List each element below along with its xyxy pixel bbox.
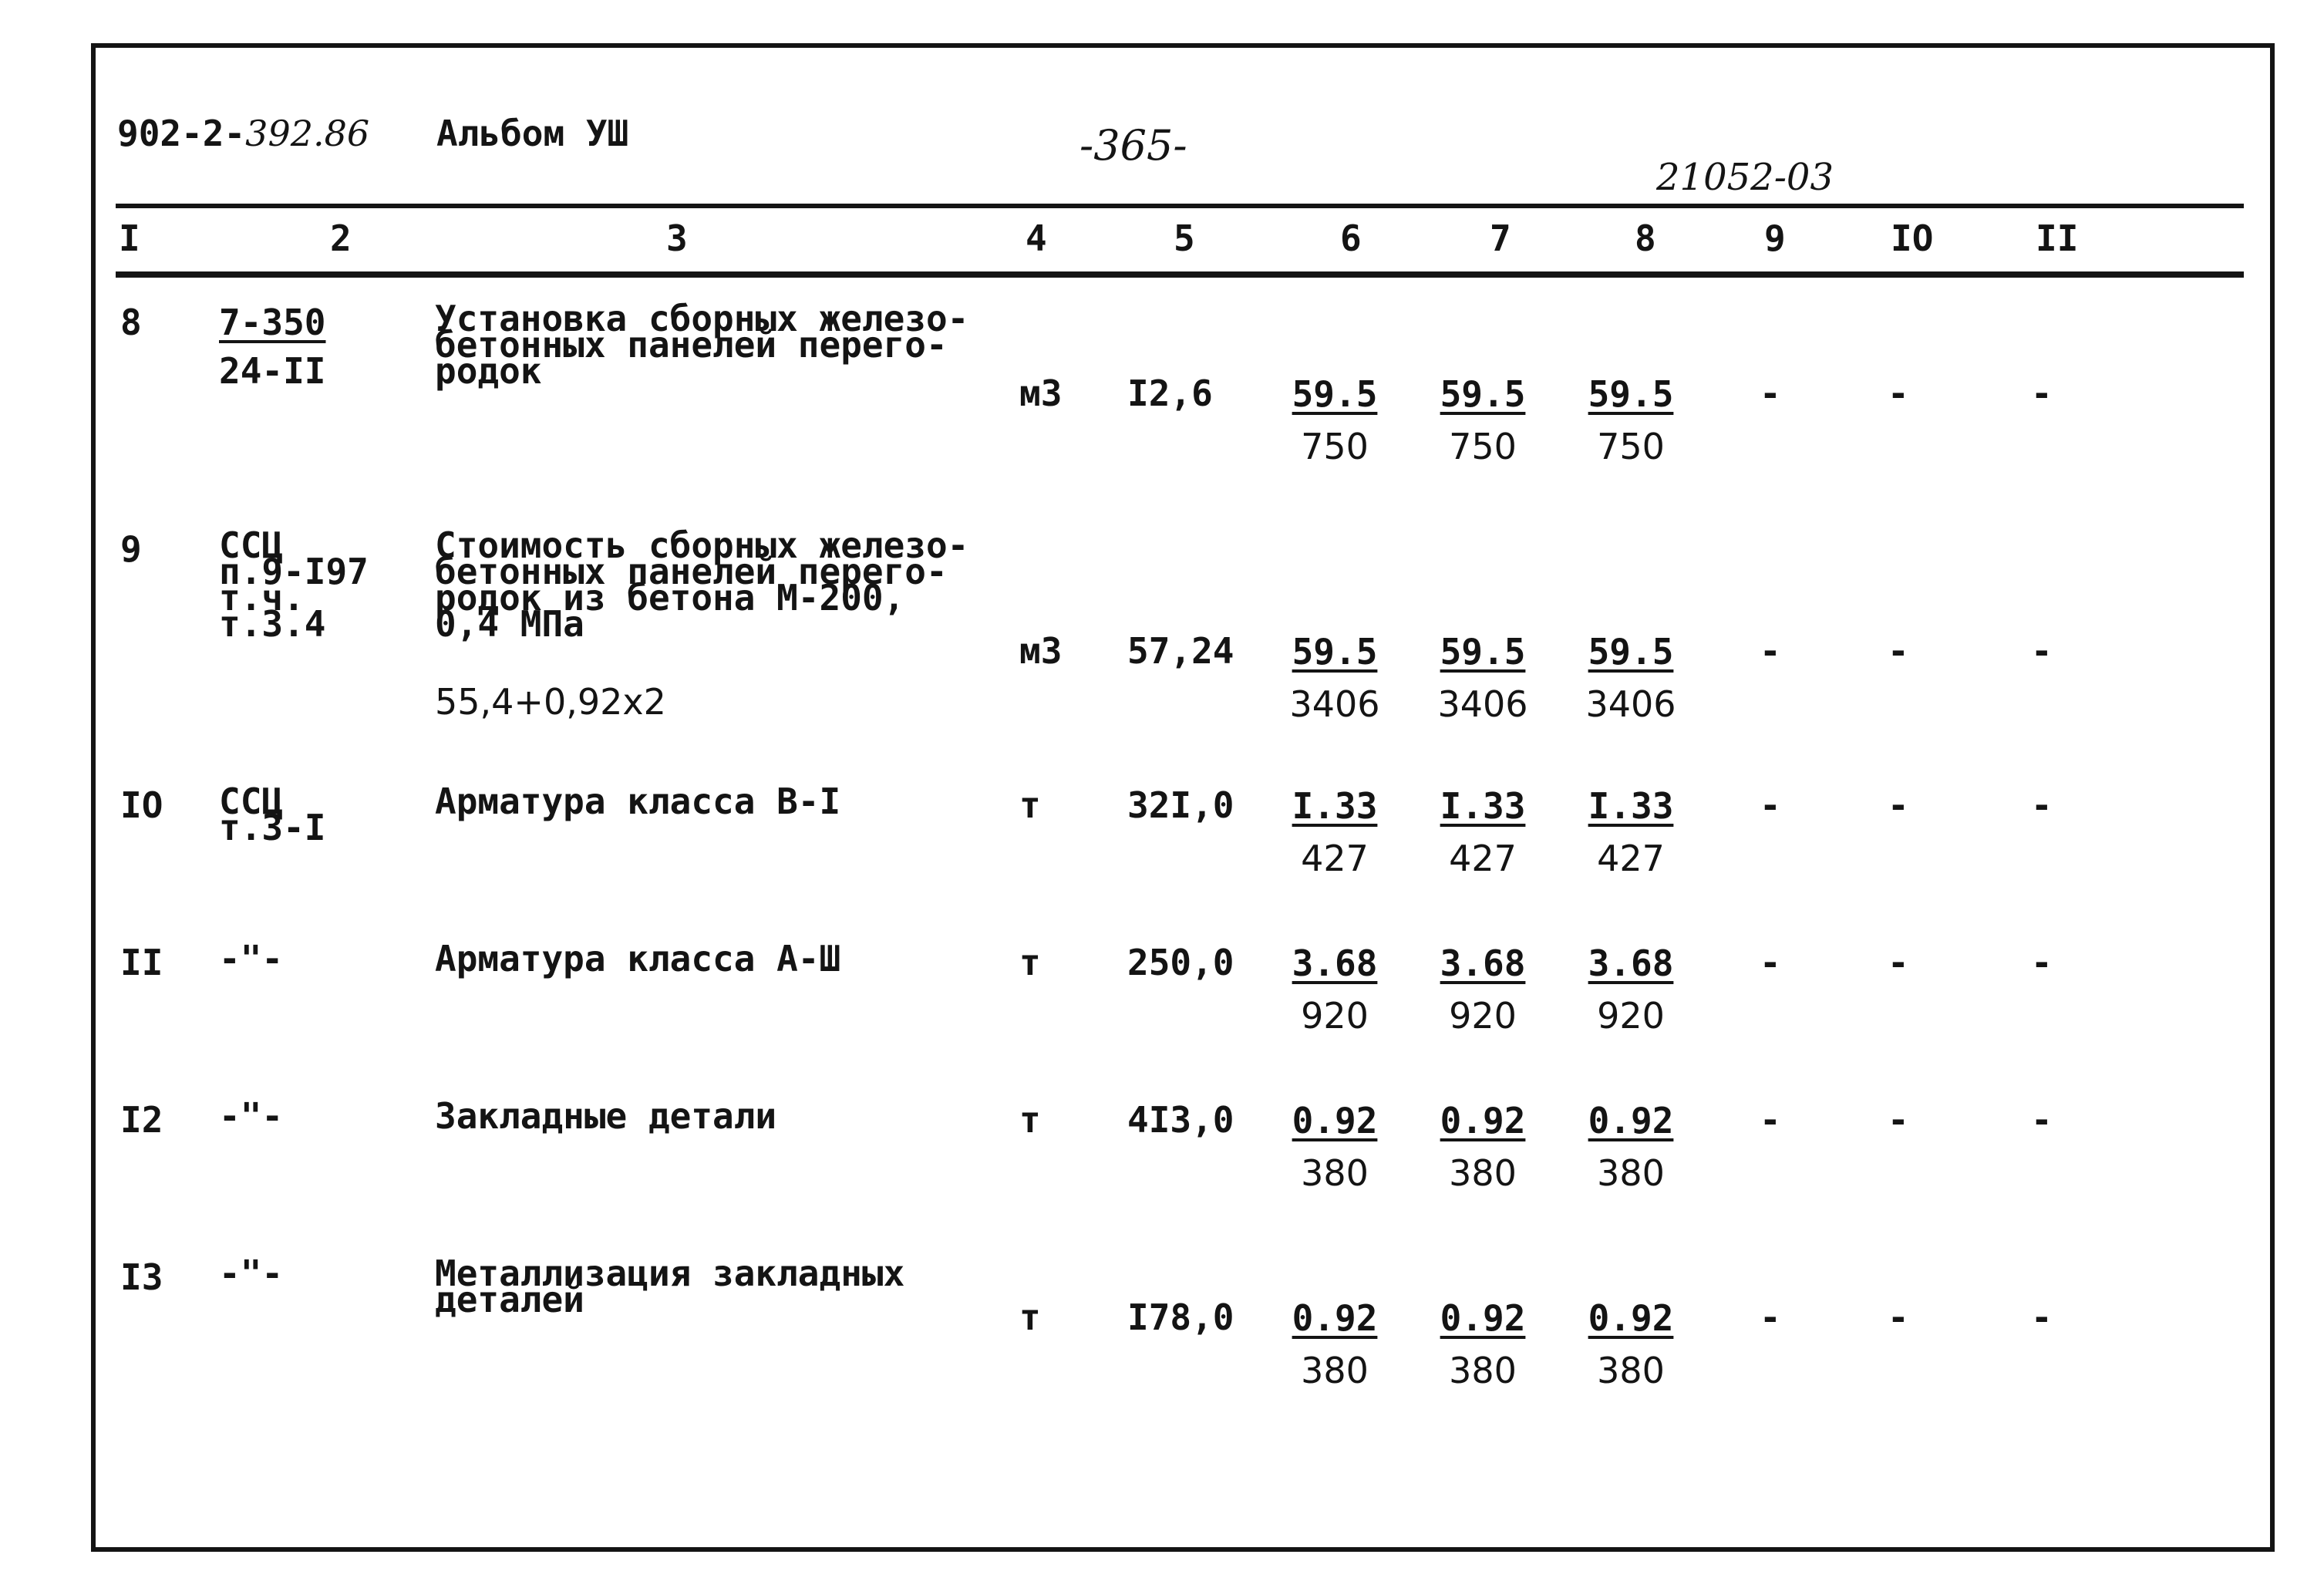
unit-cost-bottom: 3406 — [1289, 683, 1380, 725]
unit-cost-bottom: 920 — [1597, 995, 1665, 1037]
row-number: II — [120, 942, 163, 983]
unit-of-measure: т — [1019, 942, 1041, 983]
column-header: IO — [1891, 217, 1934, 259]
unit-cost-fraction — [1433, 1100, 1533, 1194]
unit-cost-bottom: 920 — [1449, 995, 1517, 1037]
unit-cost-bottom: 380 — [1449, 1152, 1517, 1194]
unit-cost-fraction — [1581, 373, 1681, 467]
pricing-reference: -"- — [219, 1095, 284, 1137]
unit-cost-top: 59.5 — [1588, 373, 1674, 415]
column-header: I — [119, 217, 140, 259]
empty-cost-dash: - — [2031, 630, 2053, 672]
unit-cost-bottom: 380 — [1449, 1350, 1517, 1391]
work-description: Закладные детали — [435, 1095, 777, 1137]
row-number: 9 — [120, 528, 142, 570]
unit-cost-top: 59.5 — [1292, 373, 1378, 415]
column-header: 8 — [1635, 217, 1656, 259]
row-number: I3 — [120, 1256, 163, 1298]
unit-cost-top: 0.92 — [1588, 1100, 1674, 1141]
unit-cost-top: 0.92 — [1440, 1297, 1526, 1339]
empty-cost-dash: - — [1888, 373, 1909, 414]
empty-cost-dash: - — [1888, 630, 1909, 672]
unit-cost-fraction — [1581, 1297, 1681, 1391]
column-header: 4 — [1026, 217, 1047, 259]
unit-cost-bottom: 427 — [1301, 838, 1369, 879]
column-header: 5 — [1174, 217, 1195, 259]
unit-cost-top: 3.68 — [1588, 942, 1674, 984]
unit-cost-top: I.33 — [1588, 785, 1674, 827]
column-header: II — [2036, 217, 2079, 259]
empty-cost-dash: - — [1760, 942, 1781, 983]
quantity-value: I78,0 — [1127, 1296, 1234, 1338]
work-description: Стоимость сборных железо- бетонных панелей перего- родок из бетона М-200, 0,4 МПа — [435, 524, 969, 645]
quantity-value: 32I,0 — [1127, 784, 1234, 826]
pricing-reference: -"- — [219, 938, 284, 980]
unit-of-measure: т — [1019, 1296, 1041, 1338]
empty-cost-dash: - — [1760, 373, 1781, 414]
unit-cost-top: 3.68 — [1440, 942, 1526, 984]
pricing-reference: ССЦ т.3-I — [219, 781, 326, 848]
work-description: Арматура класса В-I — [435, 781, 841, 822]
unit-cost-bottom: 380 — [1301, 1350, 1369, 1391]
album-label: Альбом УШ — [436, 113, 629, 154]
unit-cost-top: 0.92 — [1440, 1100, 1526, 1141]
unit-cost-fraction — [1581, 942, 1681, 1037]
empty-cost-dash: - — [1888, 1099, 1909, 1141]
unit-cost-top: 3.68 — [1292, 942, 1378, 984]
quantity-value: 57,24 — [1127, 630, 1234, 672]
unit-cost-fraction — [1285, 942, 1385, 1037]
empty-cost-dash: - — [1760, 1099, 1781, 1141]
row-number: I2 — [120, 1099, 163, 1141]
column-header: 6 — [1340, 217, 1362, 259]
quantity-value: 4I3,0 — [1127, 1099, 1234, 1141]
empty-cost-dash: - — [1760, 784, 1781, 826]
page-number: -365- — [1079, 121, 1187, 170]
empty-cost-dash: - — [2031, 942, 2053, 983]
unit-cost-top: 59.5 — [1440, 631, 1526, 673]
unit-cost-bottom: 750 — [1597, 426, 1665, 467]
unit-cost-fraction — [1285, 785, 1385, 879]
unit-cost-top: 0.92 — [1292, 1297, 1378, 1339]
unit-cost-fraction — [1581, 1100, 1681, 1194]
unit-cost-top: 0.92 — [1588, 1297, 1674, 1339]
unit-cost-bottom: 380 — [1597, 1350, 1665, 1391]
empty-cost-dash: - — [1888, 1296, 1909, 1338]
unit-cost-fraction — [1285, 1100, 1385, 1194]
unit-cost-top: 0.92 — [1292, 1100, 1378, 1141]
row-number: IO — [120, 784, 163, 826]
empty-cost-dash: - — [1760, 630, 1781, 672]
unit-cost-top: I.33 — [1440, 785, 1526, 827]
pricing-code: 7-350 — [219, 302, 326, 343]
unit-cost-bottom: 427 — [1597, 838, 1665, 879]
empty-cost-dash: - — [1888, 942, 1909, 983]
header-rule-bottom — [116, 271, 2244, 278]
unit-cost-bottom: 3406 — [1585, 683, 1676, 725]
header-rule-top — [116, 204, 2244, 208]
unit-cost-top: 59.5 — [1292, 631, 1378, 673]
unit-cost-fraction — [1433, 631, 1533, 725]
unit-cost-bottom: 427 — [1449, 838, 1517, 879]
unit-cost-bottom: 380 — [1597, 1152, 1665, 1194]
empty-cost-dash: - — [2031, 784, 2053, 826]
column-header: 9 — [1764, 217, 1786, 259]
unit-of-measure: т — [1019, 784, 1041, 826]
unit-cost-fraction — [1285, 373, 1385, 467]
empty-cost-dash: - — [1760, 1296, 1781, 1338]
quantity-value: 250,0 — [1127, 942, 1234, 983]
unit-of-measure: м3 — [1019, 373, 1063, 414]
column-header: 3 — [666, 217, 688, 259]
unit-cost-bottom: 750 — [1449, 426, 1517, 467]
unit-cost-fraction — [1285, 1297, 1385, 1391]
unit-cost-bottom: 750 — [1301, 426, 1369, 467]
unit-of-measure: т — [1019, 1099, 1041, 1141]
column-header: 2 — [330, 217, 352, 259]
work-description: Арматура класса А-Ш — [435, 938, 841, 980]
pricing-reference: 24-II — [219, 350, 326, 392]
empty-cost-dash: - — [2031, 1296, 2053, 1338]
unit-cost-fraction — [1581, 785, 1681, 879]
unit-cost-fraction — [1433, 373, 1533, 467]
unit-cost-top: 59.5 — [1588, 631, 1674, 673]
work-description: Металлизация закладных деталей — [435, 1253, 905, 1320]
pricing-reference: ССЦ п.9-I97 т.ч. т.3.4 — [219, 524, 369, 645]
unit-cost-fraction — [1285, 631, 1385, 725]
pricing-reference: -"- — [219, 1253, 284, 1294]
doc-number: 902-2-392.86 — [117, 113, 370, 154]
quantity-value: I2,6 — [1127, 373, 1213, 414]
quantity-formula: 55,4+0,92х2 — [435, 681, 666, 723]
unit-of-measure: м3 — [1019, 630, 1063, 672]
unit-cost-bottom: 3406 — [1437, 683, 1528, 725]
empty-cost-dash: - — [1888, 784, 1909, 826]
work-description: Установка сборных железо- бетонных панелей перего- родок — [435, 298, 969, 392]
column-header: 7 — [1490, 217, 1511, 259]
unit-cost-bottom: 380 — [1301, 1152, 1369, 1194]
row-number: 8 — [120, 302, 142, 343]
unit-cost-fraction — [1433, 942, 1533, 1037]
sheet-code: 21052-03 — [1656, 156, 1834, 199]
unit-cost-top: I.33 — [1292, 785, 1378, 827]
unit-cost-fraction — [1433, 785, 1533, 879]
unit-cost-bottom: 920 — [1301, 995, 1369, 1037]
unit-cost-top: 59.5 — [1440, 373, 1526, 415]
unit-cost-fraction — [1581, 631, 1681, 725]
empty-cost-dash: - — [2031, 373, 2053, 414]
unit-cost-fraction — [1433, 1297, 1533, 1391]
empty-cost-dash: - — [2031, 1099, 2053, 1141]
